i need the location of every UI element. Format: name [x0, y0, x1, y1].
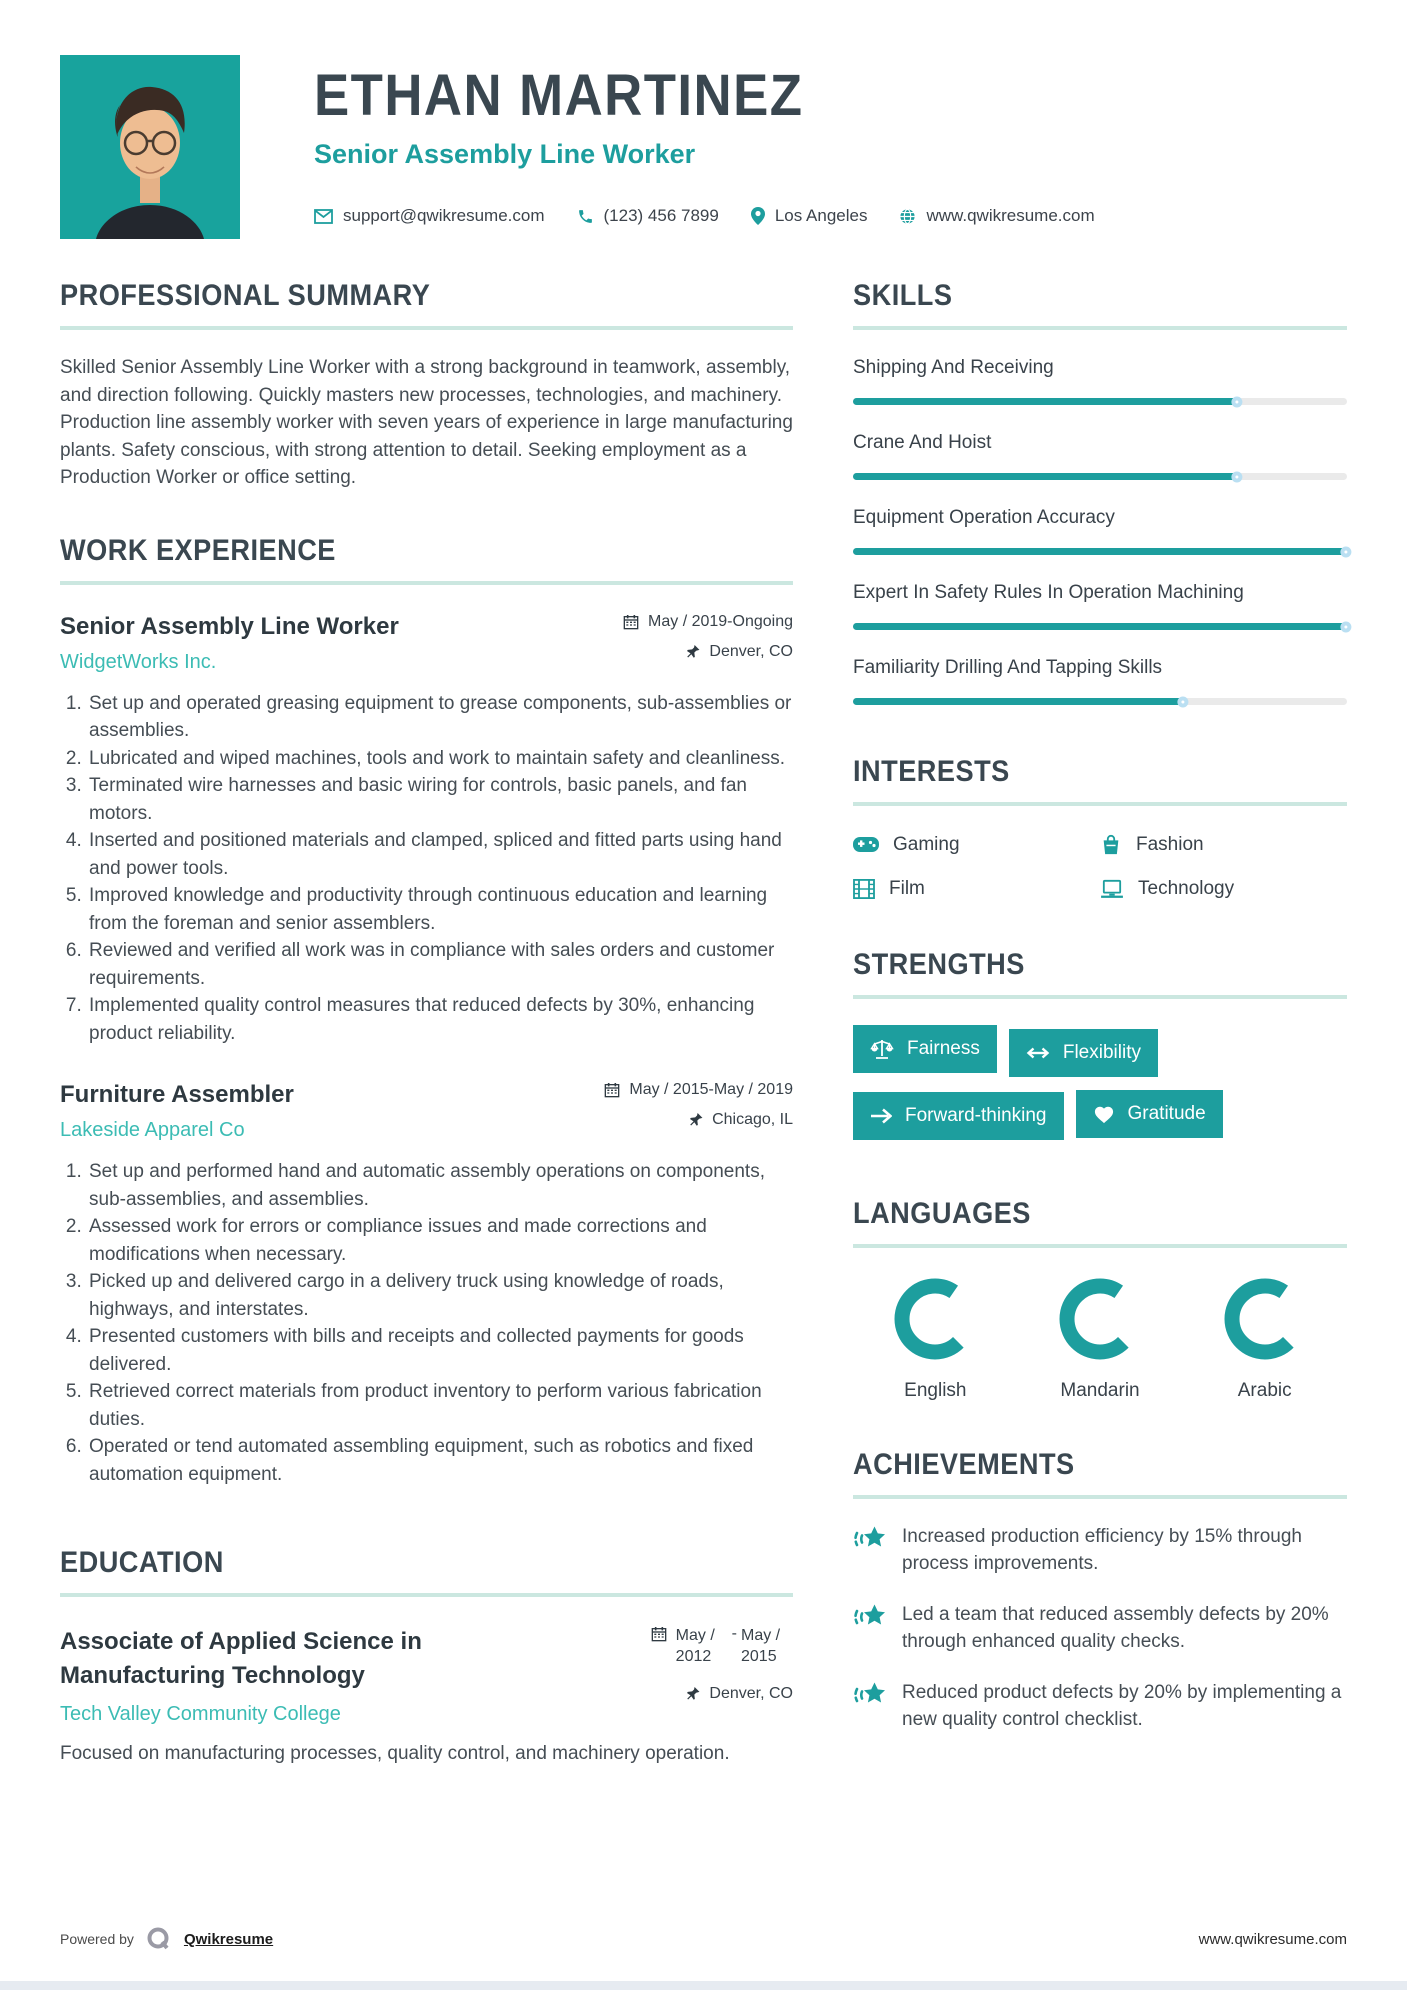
contact-email-text: support@qwikresume.com	[343, 206, 545, 225]
skill-label: Shipping And Receiving	[853, 357, 1054, 378]
skill-slider[interactable]	[853, 548, 1347, 555]
job-bullet: 6. Reviewed and verified all work was in compliance with sales orders and customer requirements.	[87, 937, 793, 992]
pushpin-icon	[687, 1686, 700, 1701]
interest-item	[853, 834, 1100, 856]
strengths-section	[853, 948, 1347, 1153]
job-entry	[60, 1081, 793, 1488]
header	[0, 0, 1407, 239]
skill-item	[853, 505, 1347, 555]
section-divider	[60, 326, 793, 330]
section-divider	[853, 995, 1347, 999]
pushpin-icon	[687, 644, 700, 659]
job-location: Denver, CO	[709, 642, 793, 660]
job-bullet: 4. Inserted and positioned materials and clamped, spliced and fitted parts using hand and power tools.	[87, 827, 793, 882]
content-columns	[0, 279, 1407, 1810]
achievement-item	[853, 1601, 1347, 1655]
skill-slider-knob[interactable]	[1177, 696, 1188, 707]
language-label: Mandarin	[1060, 1380, 1140, 1401]
contact-website[interactable]	[899, 206, 1094, 226]
skill-slider-fill	[853, 398, 1238, 405]
languages-section	[853, 1197, 1347, 1402]
section-divider	[853, 1244, 1347, 1248]
achievements-section	[853, 1448, 1347, 1733]
job-title-block	[60, 1081, 294, 1142]
interest-item	[1100, 878, 1347, 900]
section-divider	[60, 1593, 793, 1597]
section-divider	[853, 802, 1347, 806]
skill-item	[853, 655, 1347, 705]
strength-label: Forward-thinking	[905, 1105, 1047, 1126]
strength-badge	[1076, 1090, 1223, 1138]
job-location: Chicago, IL	[712, 1111, 793, 1128]
language-donut-chart	[1057, 1276, 1143, 1362]
job-title-block	[60, 613, 399, 674]
job-date-row	[583, 1081, 793, 1099]
skill-slider-fill	[853, 623, 1347, 630]
page-bottom-edge	[0, 1981, 1407, 1990]
heart-icon	[1093, 1104, 1115, 1124]
section-divider	[60, 581, 793, 585]
achievement-item	[853, 1523, 1347, 1577]
interest-label: Technology	[1138, 878, 1235, 899]
laptop-icon	[1100, 879, 1124, 899]
contact-row	[314, 206, 1095, 226]
job-location-row	[583, 1111, 793, 1129]
gamepad-icon	[853, 836, 879, 854]
job-bullet: 3. Terminated wire harnesses and basic wiring for controls, basic panels, and fan motors.	[87, 772, 793, 827]
globe-icon	[899, 208, 916, 225]
skill-slider-knob[interactable]	[1340, 621, 1351, 632]
contact-phone-text: (123) 456 7899	[603, 206, 719, 225]
job-meta	[583, 613, 793, 674]
skill-slider-fill	[853, 548, 1347, 555]
person-title: Senior Assembly Line Worker	[314, 139, 696, 169]
achievement-item	[853, 1679, 1347, 1733]
experience-section	[60, 534, 793, 1489]
contact-location	[751, 206, 868, 226]
calendar-icon	[604, 1082, 620, 1098]
job-bullet: 4. Presented customers with bills and receipts and collected payments for goods delivered.	[87, 1323, 793, 1378]
interest-item	[853, 878, 1100, 900]
experience-heading: WORK EXPERIENCE	[60, 533, 336, 567]
education-title-block	[60, 1625, 530, 1726]
education-date-row	[583, 1625, 793, 1667]
contact-email[interactable]	[314, 206, 545, 226]
summary-text: Skilled Senior Assembly Line Worker with a strong background in teamwork, assembly, and direction following. Quickly masters new processes, technologies, and machinery. Production line assembly worker with seven years of experience in large manufacturing plants. Safety conscious, with strong attention to detail. Seeking employment as a Production Worker or office setting.	[60, 357, 793, 488]
footer	[60, 1926, 1347, 1952]
education-school[interactable]: Tech Valley Community College	[60, 1703, 341, 1725]
profile-photo-illustration	[60, 55, 240, 239]
education-entry	[60, 1625, 793, 1768]
skill-slider-knob[interactable]	[1232, 396, 1243, 407]
section-divider	[853, 326, 1347, 330]
skill-slider-fill	[853, 698, 1184, 705]
job-bullet: 5. Improved knowledge and productivity through continuous education and learning from the foreman and senior assemblers.	[87, 882, 793, 937]
skill-slider-fill	[853, 473, 1238, 480]
skill-label: Expert In Safety Rules In Operation Machining	[853, 582, 1244, 603]
job-company[interactable]: Lakeside Apparel Co	[60, 1119, 245, 1141]
skills-section	[853, 279, 1347, 705]
summary-heading: PROFESSIONAL SUMMARY	[60, 279, 431, 312]
double-arrow-icon	[1026, 1046, 1050, 1060]
job-company[interactable]: WidgetWorks Inc.	[60, 650, 217, 673]
skill-item	[853, 355, 1347, 405]
achievements-heading: ACHIEVEMENTS	[853, 1448, 1075, 1481]
skill-slider-knob[interactable]	[1232, 471, 1243, 482]
interests-heading: INTERESTS	[853, 755, 1010, 788]
language-item	[853, 1276, 1018, 1402]
qwikresume-brand-link[interactable]: Qwikresume	[183, 1930, 274, 1948]
job-bullet: 2. Assessed work for errors or compliance issues and made corrections and modifications when necessary.	[87, 1213, 793, 1268]
location-pin-icon	[751, 207, 765, 225]
right-column	[853, 279, 1347, 1810]
interest-item	[1100, 834, 1347, 856]
job-date: May / 2019-Ongoing	[648, 612, 793, 630]
skill-slider[interactable]	[853, 398, 1347, 405]
summary-section	[60, 279, 793, 492]
language-donut-chart	[1222, 1276, 1308, 1362]
left-column	[60, 279, 793, 1810]
skill-item	[853, 430, 1347, 480]
strength-badge	[853, 1025, 997, 1073]
education-date-separator: -	[731, 1625, 737, 1642]
job-date-row	[583, 613, 793, 631]
education-location: Denver, CO	[709, 1685, 793, 1702]
language-label: Arabic	[1237, 1380, 1292, 1401]
skill-item	[853, 580, 1347, 630]
star-icon	[853, 1681, 887, 1709]
job-bullets	[60, 1158, 793, 1488]
education-meta	[583, 1625, 793, 1726]
arrow-right-icon	[870, 1108, 892, 1124]
person-name: ETHAN MARTINEZ	[314, 62, 804, 128]
language-label: English	[904, 1380, 967, 1401]
achievement-text: Increased production efficiency by 15% through process improvements.	[902, 1526, 1302, 1574]
languages-heading: LANGUAGES	[853, 1197, 1031, 1230]
film-icon	[853, 879, 875, 899]
job-bullet: 5. Retrieved correct materials from product inventory to perform various fabrication duties.	[87, 1378, 793, 1433]
skill-label: Familiarity Drilling And Tapping Skills	[853, 657, 1163, 678]
strength-label: Flexibility	[1062, 1042, 1141, 1063]
job-location-row	[583, 643, 793, 661]
calendar-icon	[651, 1626, 667, 1642]
contact-phone	[577, 206, 719, 226]
interests-section	[853, 755, 1347, 900]
interest-label: Fashion	[1136, 834, 1204, 855]
language-item	[1182, 1276, 1347, 1402]
skill-slider[interactable]	[853, 698, 1347, 705]
job-bullet: 3. Picked up and delivered cargo in a delivery truck using knowledge of roads, highways, and interstates.	[87, 1268, 793, 1323]
skill-slider-knob[interactable]	[1340, 546, 1351, 557]
envelope-icon	[314, 209, 333, 224]
education-head	[60, 1625, 793, 1726]
achievement-text: Reduced product defects by 20% by implementing a new quality control checklist.	[902, 1682, 1342, 1730]
strength-label: Gratitude	[1127, 1103, 1206, 1124]
job-date: May / 2015-May / 2019	[629, 1081, 793, 1098]
languages-row	[853, 1276, 1347, 1402]
job-title: Furniture Assembler	[60, 1081, 294, 1108]
powered-by-text: Powered by	[60, 1931, 134, 1947]
education-section	[60, 1546, 793, 1768]
job-meta	[583, 1081, 793, 1142]
strengths-heading: STRENGTHS	[853, 948, 1025, 981]
achievement-text: Led a team that reduced assembly defects by 20% through enhanced quality checks.	[902, 1604, 1329, 1652]
education-heading: EDUCATION	[60, 1546, 224, 1579]
profile-photo	[60, 55, 240, 239]
section-divider	[853, 1495, 1347, 1499]
education-date-start: May / 2012	[675, 1627, 715, 1665]
education-degree: Associate of Applied Science in Manufacturing Technology	[60, 1628, 422, 1689]
job-bullet: 7. Implemented quality control measures that reduced defects by 30%, enhancing product reliability.	[87, 992, 793, 1047]
strength-badges	[853, 1025, 1347, 1153]
job-title: Senior Assembly Line Worker	[60, 612, 399, 640]
interest-label: Film	[889, 878, 925, 899]
phone-icon	[577, 208, 594, 225]
skill-label: Equipment Operation Accuracy	[853, 507, 1115, 528]
pushpin-icon	[690, 1112, 703, 1127]
contact-location-text: Los Angeles	[774, 206, 868, 225]
footer-website[interactable]: www.qwikresume.com	[1198, 1930, 1347, 1948]
education-dates	[676, 1625, 793, 1667]
job-bullet: 1. Set up and performed hand and automatic assembly operations on components, sub-assemblies, and assemblies.	[87, 1158, 793, 1213]
skill-label: Crane And Hoist	[853, 432, 992, 453]
interest-label: Gaming	[893, 834, 960, 855]
job-bullet: 2. Lubricated and wiped machines, tools and work to maintain safety and cleanliness.	[87, 745, 793, 773]
job-bullets	[60, 690, 793, 1048]
job-bullet: 1. Set up and operated greasing equipment to grease components, sub-assemblies or assemblies.	[87, 690, 793, 745]
language-item	[1018, 1276, 1183, 1402]
qwikresume-logo	[146, 1926, 172, 1952]
star-icon	[853, 1603, 887, 1631]
education-description: Focused on manufacturing processes, quality control, and machinery operation.	[60, 1743, 730, 1764]
job-entry	[60, 613, 793, 1048]
skills-heading: SKILLS	[853, 279, 953, 312]
language-donut-chart	[892, 1276, 978, 1362]
job-bullet: 6. Operated or tend automated assembling equipment, such as robotics and fixed automation equipment.	[87, 1433, 793, 1488]
education-date-end: May / 2015	[741, 1627, 781, 1665]
calendar-icon	[623, 614, 639, 630]
strength-badge	[853, 1092, 1064, 1140]
contact-website-text: www.qwikresume.com	[926, 206, 1095, 225]
powered-by	[60, 1926, 273, 1952]
header-text	[314, 55, 1095, 239]
job-head	[60, 1081, 793, 1142]
skill-slider[interactable]	[853, 473, 1347, 480]
shopping-bag-icon	[1100, 834, 1122, 856]
star-icon	[853, 1525, 887, 1553]
interests-grid	[853, 834, 1347, 900]
strength-label: Fairness	[907, 1038, 980, 1059]
education-location-row	[583, 1685, 793, 1703]
job-head	[60, 613, 793, 674]
skill-slider[interactable]	[853, 623, 1347, 630]
scales-icon	[870, 1038, 894, 1060]
strength-badge	[1009, 1029, 1158, 1077]
